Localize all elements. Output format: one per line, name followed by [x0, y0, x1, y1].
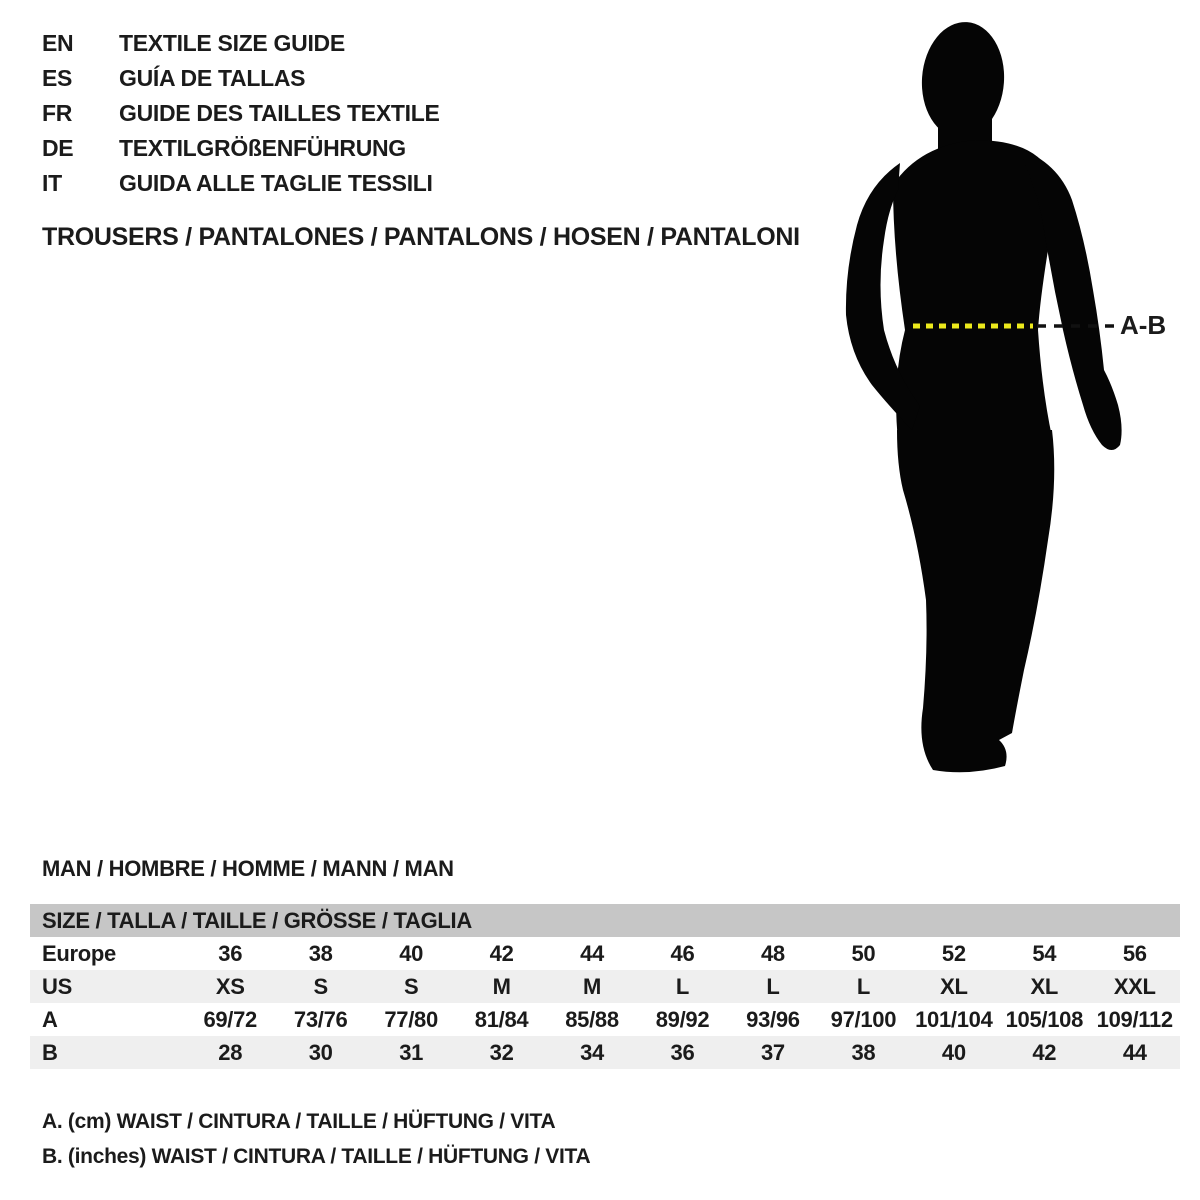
table-cell: 109/112: [1096, 1007, 1173, 1032]
legs-shape: [897, 430, 1054, 772]
table-cell: 56: [1122, 941, 1147, 966]
table-cell: L: [856, 974, 870, 999]
table-cell: 69/72: [203, 1007, 257, 1032]
table-cell: XXL: [1113, 974, 1156, 999]
language-label: GUIDA ALLE TAGLIE TESSILI: [119, 170, 433, 196]
table-cell: S: [313, 974, 328, 999]
table-cell: 52: [941, 941, 966, 966]
table-cell: 46: [670, 941, 695, 966]
table-cell: 30: [308, 1040, 333, 1065]
size-table-body: [30, 937, 1180, 1069]
language-code: IT: [42, 170, 62, 196]
table-cell: 54: [1032, 941, 1057, 966]
table-cell: 73/76: [293, 1007, 348, 1032]
note-waist-cm: A. (cm) WAIST / CINTURA / TAILLE / HÜFTUNG / VITA: [42, 1110, 556, 1133]
table-cell: 50: [851, 941, 876, 966]
size-table-header: SIZE / TALLA / TAILLE / GRÖSSE / TAGLIA: [30, 904, 1180, 937]
row-label: US: [42, 974, 72, 999]
table-cell: 44: [1122, 1040, 1147, 1065]
table-cell: 48: [761, 941, 785, 966]
size-table: [30, 904, 1180, 1069]
language-label: GUÍA DE TALLAS: [119, 65, 306, 91]
language-row: [42, 166, 440, 201]
row-label: B: [42, 1040, 58, 1065]
table-row: [30, 1003, 1180, 1036]
man-silhouette-svg: [820, 0, 1200, 800]
table-cell: 42: [1032, 1040, 1057, 1065]
table-cell: 105/108: [1005, 1007, 1084, 1032]
language-code: EN: [42, 30, 74, 56]
table-cell: 40: [399, 941, 424, 966]
language-code: ES: [42, 65, 73, 91]
table-cell: 34: [580, 1040, 604, 1065]
table-cell: XS: [215, 974, 245, 999]
language-guide-block: [42, 26, 440, 201]
language-row: [42, 26, 440, 61]
table-cell: 85/88: [565, 1007, 619, 1032]
gender-heading: MAN / HOMBRE / HOMME / MANN / MAN: [42, 856, 454, 881]
table-cell: 81/84: [474, 1007, 529, 1032]
language-row: [42, 61, 440, 96]
table-cell: 89/92: [655, 1007, 710, 1032]
row-label: A: [42, 1007, 58, 1032]
language-code: FR: [42, 100, 73, 126]
table-cell: 40: [941, 1040, 966, 1065]
table-cell: 42: [489, 941, 514, 966]
garment-heading: TROUSERS / PANTALONES / PANTALONS / HOSEN / PANTALONI: [42, 223, 800, 251]
table-cell: 38: [851, 1040, 876, 1065]
table-cell: 31: [399, 1040, 424, 1065]
table-cell: 36: [218, 941, 243, 966]
language-code: DE: [42, 135, 74, 161]
table-cell: 77/80: [384, 1007, 438, 1032]
table-cell: 28: [218, 1040, 243, 1065]
language-label: GUIDE DES TAILLES TEXTILE: [119, 100, 440, 126]
table-cell: M: [583, 974, 602, 999]
table-cell: 32: [489, 1040, 514, 1065]
table-row: [30, 1036, 1180, 1069]
table-cell: M: [492, 974, 511, 999]
language-row: [42, 96, 440, 131]
man-silhouette: [820, 0, 1200, 800]
table-cell: S: [403, 974, 419, 999]
table-row: [30, 970, 1180, 1003]
language-row: [42, 131, 440, 166]
table-cell: XL: [1030, 974, 1059, 999]
table-cell: L: [766, 974, 780, 999]
table-cell: 37: [761, 1040, 785, 1065]
table-row: [30, 937, 1180, 970]
table-cell: 38: [308, 941, 333, 966]
table-cell: 97/100: [830, 1007, 897, 1032]
language-label: TEXTILE SIZE GUIDE: [119, 30, 345, 56]
note-waist-inches: B. (inches) WAIST / CINTURA / TAILLE / HÜFTUNG / VITA: [42, 1145, 591, 1168]
row-label: Europe: [42, 941, 116, 966]
table-cell: 44: [580, 941, 604, 966]
table-cell: L: [675, 974, 690, 999]
language-label: TEXTILGRÖßENFÜHRUNG: [119, 135, 406, 161]
table-cell: 93/96: [746, 1007, 800, 1032]
table-cell: 101/104: [915, 1007, 993, 1032]
table-cell: XL: [940, 974, 968, 999]
measure-label: A-B: [1120, 310, 1167, 340]
table-cell: 36: [670, 1040, 695, 1065]
